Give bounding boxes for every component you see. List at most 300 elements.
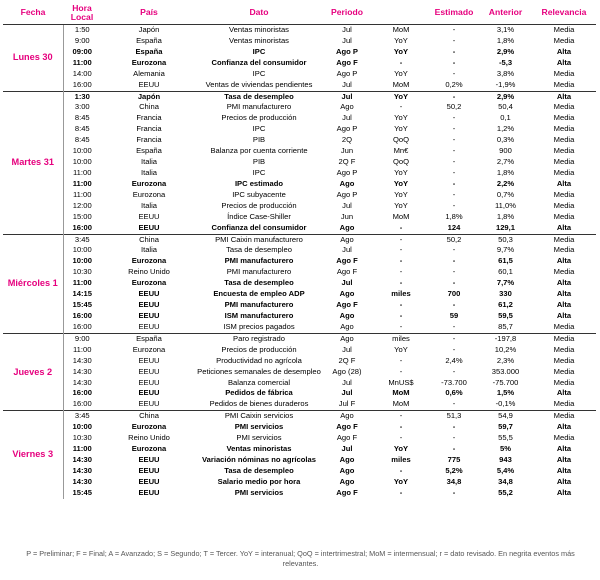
table-row xyxy=(3,378,596,389)
table-row xyxy=(3,488,596,499)
dato-cell: Tasa de desempleo xyxy=(197,91,321,102)
anterior-cell: -0,1% xyxy=(495,399,516,409)
table-row xyxy=(3,433,596,444)
estimado-cell: - xyxy=(452,300,456,310)
hora-cell: 10:30 xyxy=(72,433,92,443)
estimado-cell: - xyxy=(452,321,456,331)
unidad-cell: - xyxy=(399,366,403,376)
table-row xyxy=(3,124,596,135)
table-row xyxy=(3,190,596,201)
unidad-cell: YoY xyxy=(394,167,408,177)
header-unidad xyxy=(373,2,429,25)
hora-cell: 9:00 xyxy=(63,333,101,344)
estimado-cell: -73.700 xyxy=(441,377,467,387)
pais-cell: EEUU xyxy=(138,289,160,299)
estimado-cell: - xyxy=(452,113,456,123)
dato-cell: ISM precios pagados xyxy=(223,321,295,331)
relevancia-cell: Media xyxy=(553,433,575,443)
hora-cell: 15:45 xyxy=(72,300,92,310)
pais-cell: Alemania xyxy=(133,68,165,78)
unidad-cell: QoQ xyxy=(392,135,410,145)
hora-cell: 10:00 xyxy=(72,146,92,156)
table-row xyxy=(3,234,596,245)
estimado-cell: - xyxy=(452,267,456,277)
unidad-cell: YoY xyxy=(393,46,409,56)
periodo-cell: Jul xyxy=(342,113,352,123)
periodo-cell: 2Q xyxy=(341,135,353,145)
relevancia-cell: Media xyxy=(553,399,575,409)
anterior-cell: 330 xyxy=(499,289,512,299)
table-row xyxy=(3,455,596,466)
relevancia-cell: Media xyxy=(532,25,596,36)
relevancia-cell: Media xyxy=(553,245,575,255)
pais-cell: Italia xyxy=(140,200,158,210)
estimado-cell: - xyxy=(452,433,456,443)
periodo-cell: Ago F xyxy=(336,267,358,277)
unidad-cell: YoY xyxy=(393,178,409,188)
relevancia-cell: Media xyxy=(532,234,596,245)
hora-cell: 9:00 xyxy=(74,35,90,45)
table-row xyxy=(3,36,596,47)
hora-cell: 16:00 xyxy=(72,388,92,398)
unidad-cell: YoY xyxy=(393,476,409,486)
hora-cell: 8:45 xyxy=(74,135,90,145)
dato-cell: Balanza comercial xyxy=(227,377,291,387)
dato-cell: Tasa de desempleo xyxy=(224,465,294,475)
periodo-cell: Jun xyxy=(340,146,354,156)
day-label: Miércoles 1 xyxy=(3,234,63,333)
relevancia-cell: Media xyxy=(553,377,575,387)
relevancia-cell: Alta xyxy=(556,388,572,398)
periodo-cell: Ago xyxy=(339,454,355,464)
unidad-cell: YoY xyxy=(373,91,429,102)
unidad-cell: - xyxy=(399,102,403,112)
unidad-cell: - xyxy=(399,222,403,232)
pais-cell: Eurozona xyxy=(132,189,166,199)
table-row xyxy=(3,201,596,212)
table-row xyxy=(3,91,596,102)
table-row xyxy=(3,212,596,223)
pais-cell: Eurozona xyxy=(131,57,167,67)
dato-cell: Índice Case-Shiller xyxy=(227,211,291,221)
estimado-cell: - xyxy=(452,366,456,376)
estimado-cell: 50,2 xyxy=(429,234,479,245)
relevancia-cell: Media xyxy=(553,200,575,210)
anterior-cell: 34,8 xyxy=(498,476,513,486)
estimado-cell: 775 xyxy=(447,454,461,464)
anterior-cell: 0,1 xyxy=(500,113,511,123)
relevancia-cell: Alta xyxy=(556,454,572,464)
table-row xyxy=(3,80,596,91)
pais-cell: España xyxy=(136,35,162,45)
relevancia-cell: Media xyxy=(553,135,575,145)
table-row xyxy=(3,477,596,488)
anterior-cell: 59,5 xyxy=(498,310,513,320)
estimado-cell: - xyxy=(452,68,456,78)
periodo-cell: Ago F xyxy=(336,487,358,497)
dato-cell: Tasa de desempleo xyxy=(224,278,294,288)
anterior-cell: 900 xyxy=(499,146,512,156)
pais-cell: Eurozona xyxy=(131,278,167,288)
dato-cell: Productividad no agrícola xyxy=(216,355,302,365)
relevancia-cell: Media xyxy=(553,189,575,199)
unidad-cell: - xyxy=(399,487,403,497)
table-row xyxy=(3,422,596,433)
periodo-cell: Jul xyxy=(342,377,352,387)
dato-cell: Ventas minoristas xyxy=(226,444,292,454)
anterior-cell: 55,5 xyxy=(498,433,513,443)
table-row xyxy=(3,333,596,344)
table-row xyxy=(3,25,596,36)
table-row xyxy=(3,168,596,179)
hora-cell: 11:00 xyxy=(72,444,92,454)
anterior-cell: 943 xyxy=(499,454,512,464)
periodo-cell: Ago F xyxy=(336,57,358,67)
unidad-cell: - xyxy=(399,267,403,277)
anterior-cell: 1,8% xyxy=(496,35,515,45)
pais-cell: EEUU xyxy=(138,222,160,232)
pais-cell: EEUU xyxy=(138,454,160,464)
estimado-cell: 1,8% xyxy=(445,211,463,221)
periodo-cell: Ago P xyxy=(336,167,358,177)
dato-cell: IPC estimado xyxy=(234,178,284,188)
relevancia-cell: Alta xyxy=(556,465,572,475)
periodo-cell: Ago P xyxy=(336,124,358,134)
anterior-cell: -197,8 xyxy=(479,333,532,344)
pais-cell: Eurozona xyxy=(131,178,167,188)
unidad-cell: - xyxy=(399,300,403,310)
day-label: Lunes 30 xyxy=(3,25,63,92)
relevancia-cell: Alta xyxy=(556,46,572,56)
estimado-cell: - xyxy=(452,157,456,167)
unidad-cell: - xyxy=(399,310,403,320)
estimado-cell: - xyxy=(452,245,456,255)
pais-cell: China xyxy=(139,102,159,112)
economic-calendar-table xyxy=(3,2,596,499)
anterior-cell: 5,4% xyxy=(496,465,515,475)
anterior-cell: 9,7% xyxy=(496,245,515,255)
periodo-cell: Ago xyxy=(339,289,355,299)
periodo-cell: Ago F xyxy=(336,300,358,310)
dato-cell: ISM manufacturero xyxy=(224,310,294,320)
pais-cell: España xyxy=(136,146,162,156)
estimado-cell: - xyxy=(452,399,456,409)
dato-cell: Precios de producción xyxy=(221,344,297,354)
table-row xyxy=(3,179,596,190)
dato-cell: Balanza por cuenta corriente xyxy=(210,146,308,156)
periodo-cell: Ago (28) xyxy=(332,366,362,376)
header-estimado: Estimado xyxy=(429,2,479,25)
estimado-cell: - xyxy=(452,178,456,188)
header-pais: País xyxy=(101,2,197,25)
anterior-cell: 3,1% xyxy=(479,25,532,36)
relevancia-cell: Alta xyxy=(556,300,572,310)
pais-cell: España xyxy=(135,46,163,56)
unidad-cell: - xyxy=(373,411,429,422)
dato-cell: Tasa de desempleo xyxy=(226,245,292,255)
unidad-cell: YoY xyxy=(394,113,408,123)
table-row xyxy=(3,102,596,113)
table-row xyxy=(3,345,596,356)
estimado-cell: 59 xyxy=(449,310,459,320)
dato-cell: Precios de producción xyxy=(221,200,297,210)
hora-cell: 16:00 xyxy=(72,310,92,320)
pais-cell: EEUU xyxy=(138,476,160,486)
dato-cell: PMI manufacturero xyxy=(224,300,294,310)
hora-cell: 16:00 xyxy=(72,222,92,232)
anterior-cell: 50,4 xyxy=(498,102,513,112)
dato-cell: PIB xyxy=(252,157,266,167)
table-row xyxy=(3,69,596,80)
table-row xyxy=(3,356,596,367)
hora-cell: 11:00 xyxy=(72,57,92,67)
estimado-cell: 2,4% xyxy=(445,355,463,365)
header-hora-local: Hora Local xyxy=(63,2,101,25)
relevancia-cell: Media xyxy=(553,157,575,167)
unidad-cell: MoM xyxy=(392,79,410,89)
periodo-cell: Ago P xyxy=(336,189,358,199)
estimado-cell: 51,3 xyxy=(429,411,479,422)
hora-cell: 14:30 xyxy=(72,465,92,475)
hora-cell: 15:45 xyxy=(72,487,92,497)
anterior-cell: -5,3 xyxy=(498,57,513,67)
hora-cell: 10:00 xyxy=(72,422,92,432)
pais-cell: Eurozona xyxy=(131,422,167,432)
relevancia-cell: Media xyxy=(532,333,596,344)
hora-cell: 16:00 xyxy=(72,399,92,409)
unidad-cell: YoY xyxy=(394,68,408,78)
unidad-cell: - xyxy=(399,321,403,331)
anterior-cell: 85,7 xyxy=(498,321,513,331)
table-row xyxy=(3,135,596,146)
relevancia-cell: Media xyxy=(553,211,575,221)
dato-cell: Confianza del consumidor xyxy=(211,222,307,232)
unidad-cell: - xyxy=(399,278,403,288)
anterior-cell: 1,8% xyxy=(496,211,515,221)
hora-cell: 16:00 xyxy=(72,321,92,331)
table-row xyxy=(3,245,596,256)
dato-cell: Paro registrado xyxy=(197,333,321,344)
dato-cell: PMI Caixin manufacturero xyxy=(197,234,321,245)
unidad-cell: YoY xyxy=(394,344,408,354)
table-row xyxy=(3,300,596,311)
unidad-cell: YoY xyxy=(394,200,408,210)
periodo-cell: 2Q F xyxy=(338,157,356,167)
estimado-cell: 0,6% xyxy=(445,388,463,398)
dato-cell: Ventas de viviendas pendientes xyxy=(205,79,313,89)
dato-cell: PMI manufacturero xyxy=(224,256,294,266)
periodo-cell: Jul xyxy=(321,91,373,102)
hora-cell: 8:45 xyxy=(74,124,90,134)
unidad-cell: Mn€ xyxy=(393,146,409,156)
estimado-cell: - xyxy=(452,487,456,497)
anterior-cell: 2,2% xyxy=(496,178,515,188)
estimado-cell: - xyxy=(452,35,456,45)
dato-cell: IPC xyxy=(252,68,266,78)
anterior-cell: 59,7 xyxy=(498,422,513,432)
table-row xyxy=(3,444,596,455)
hora-cell: 10:30 xyxy=(72,267,92,277)
relevancia-cell: Media xyxy=(553,366,575,376)
table-row xyxy=(3,278,596,289)
pais-cell: EEUU xyxy=(138,310,160,320)
unidad-cell: MoM xyxy=(392,388,410,398)
hora-cell: 14:30 xyxy=(72,476,92,486)
dato-cell: PMI servicios xyxy=(236,433,282,443)
estimado-cell: - xyxy=(452,57,456,67)
header-dato: Dato xyxy=(197,2,321,25)
hora-cell: 3:00 xyxy=(74,102,90,112)
hora-cell: 10:00 xyxy=(72,157,92,167)
relevancia-cell: Alta xyxy=(556,310,572,320)
unidad-cell: - xyxy=(399,355,403,365)
anterior-cell: 2,3% xyxy=(496,355,515,365)
header-periodo: Periodo xyxy=(321,2,373,25)
pais-cell: EEUU xyxy=(138,355,160,365)
pais-cell: Reino Unido xyxy=(128,267,170,277)
table-row xyxy=(3,47,596,58)
pais-cell: EEUU xyxy=(138,388,160,398)
anterior-cell: 61,2 xyxy=(498,300,513,310)
periodo-cell: Ago xyxy=(339,476,355,486)
hora-cell: 8:45 xyxy=(74,113,90,123)
relevancia-cell: Alta xyxy=(556,278,572,288)
table-row xyxy=(3,411,596,422)
anterior-cell: 54,9 xyxy=(479,411,532,422)
unidad-cell: MoM xyxy=(392,211,410,221)
pais-cell: Francia xyxy=(136,135,162,145)
estimado-cell: 124 xyxy=(447,222,461,232)
periodo-cell: Jul F xyxy=(338,399,356,409)
footnote: P = Preliminar; F = Final; A = Avanzado; S = Segundo; T = Tercer. YoY = interanual; QoQ = intertrimestral; MoM = intermensual; r = dato revisado. En negrita eventos más relevantes. xyxy=(26,549,575,568)
relevancia-cell: Alta xyxy=(556,256,572,266)
estimado-cell: - xyxy=(452,146,456,156)
pais-cell: Italia xyxy=(140,245,158,255)
pais-cell: EEUU xyxy=(138,366,160,376)
relevancia-cell: Alta xyxy=(556,422,572,432)
unidad-cell: - xyxy=(399,256,403,266)
unidad-cell: - xyxy=(399,433,403,443)
estimado-cell: - xyxy=(452,135,456,145)
dato-cell: IPC xyxy=(252,124,266,134)
header-row xyxy=(3,2,596,25)
periodo-cell: Ago xyxy=(321,234,373,245)
table-row xyxy=(3,146,596,157)
hora-cell: 10:00 xyxy=(72,245,92,255)
dato-cell: PMI manufacturero xyxy=(226,267,292,277)
anterior-cell: 1,2% xyxy=(496,124,515,134)
relevancia-cell: Media xyxy=(553,167,575,177)
relevancia-cell: Media xyxy=(553,79,575,89)
pais-cell: EEUU xyxy=(138,321,160,331)
pais-cell: EEUU xyxy=(138,377,160,387)
anterior-cell: 61,5 xyxy=(498,256,513,266)
dato-cell: PIB xyxy=(252,135,266,145)
unidad-cell: YoY xyxy=(393,444,409,454)
unidad-cell: MoM xyxy=(373,25,429,36)
relevancia-cell: Media xyxy=(553,267,575,277)
hora-cell: 10:00 xyxy=(72,256,92,266)
hora-cell: 11:00 xyxy=(73,189,92,199)
day-label: Viernes 3 xyxy=(3,411,63,499)
periodo-cell: Ago xyxy=(339,310,355,320)
periodo-cell: Jul xyxy=(341,444,353,454)
unidad-cell: MnUS$ xyxy=(388,377,414,387)
anterior-cell: 50,3 xyxy=(479,234,532,245)
relevancia-cell: Alta xyxy=(556,222,572,232)
pais-cell: China xyxy=(101,234,197,245)
dato-cell: PMI servicios xyxy=(234,487,284,497)
dato-cell: Pedidos de bienes duraderos xyxy=(209,399,309,409)
anterior-cell: 10,2% xyxy=(494,344,517,354)
estimado-cell: - xyxy=(452,278,456,288)
pais-cell: EEUU xyxy=(138,300,160,310)
estimado-cell: - xyxy=(429,25,479,36)
pais-cell: EEUU xyxy=(138,79,160,89)
unidad-cell: MoM xyxy=(392,399,410,409)
relevancia-cell: Media xyxy=(553,68,575,78)
estimado-cell: - xyxy=(452,256,456,266)
relevancia-cell: Media xyxy=(553,321,575,331)
table-row xyxy=(3,223,596,234)
relevancia-cell: Media xyxy=(532,411,596,422)
periodo-cell: Ago xyxy=(340,102,354,112)
pais-cell: Italia xyxy=(140,167,158,177)
pais-cell: China xyxy=(101,411,197,422)
anterior-cell: 7,7% xyxy=(496,278,515,288)
estimado-cell: - xyxy=(452,200,456,210)
anterior-cell: 1,5% xyxy=(496,388,515,398)
hora-cell: 14:00 xyxy=(72,68,92,78)
relevancia-cell: Alta xyxy=(556,444,572,454)
periodo-cell: Ago F xyxy=(336,422,358,432)
periodo-cell: Ago xyxy=(321,333,373,344)
day-label: Martes 31 xyxy=(3,91,63,234)
unidad-cell: - xyxy=(399,57,403,67)
pais-cell: EEUU xyxy=(138,399,160,409)
table-row xyxy=(3,322,596,333)
dato-cell: Peticiones semanales de desempleo xyxy=(197,366,321,376)
relevancia-cell: Alta xyxy=(556,487,572,497)
anterior-cell: -1,9% xyxy=(495,79,516,89)
hora-cell: 09:00 xyxy=(72,46,92,56)
estimado-cell: - xyxy=(452,444,456,454)
periodo-cell: Jul xyxy=(342,35,352,45)
anterior-cell: 60,1 xyxy=(498,267,513,277)
relevancia-cell: Media xyxy=(553,355,575,365)
anterior-cell: 1,8% xyxy=(496,167,515,177)
dato-cell: Confianza del consumidor xyxy=(211,57,307,67)
table-row xyxy=(3,58,596,69)
periodo-cell: Jul xyxy=(341,278,353,288)
unidad-cell: YoY xyxy=(394,35,408,45)
hora-cell: 1:30 xyxy=(63,91,101,102)
hora-cell: 11:00 xyxy=(73,167,92,177)
anterior-cell: 353.000 xyxy=(491,366,520,376)
hora-cell: 14:15 xyxy=(72,289,92,299)
table-row xyxy=(3,367,596,378)
periodo-cell: Ago F xyxy=(336,433,358,443)
hora-cell: 14:30 xyxy=(72,454,92,464)
hora-cell: 11:00 xyxy=(72,278,92,288)
table-row xyxy=(3,388,596,399)
periodo-cell: Ago xyxy=(339,222,355,232)
relevancia-cell: Media xyxy=(553,102,575,112)
dato-cell: Pedidos de fábrica xyxy=(225,388,293,398)
periodo-cell: Ago xyxy=(339,465,355,475)
relevancia-cell: Alta xyxy=(532,91,596,102)
estimado-cell: 50,2 xyxy=(446,102,462,112)
